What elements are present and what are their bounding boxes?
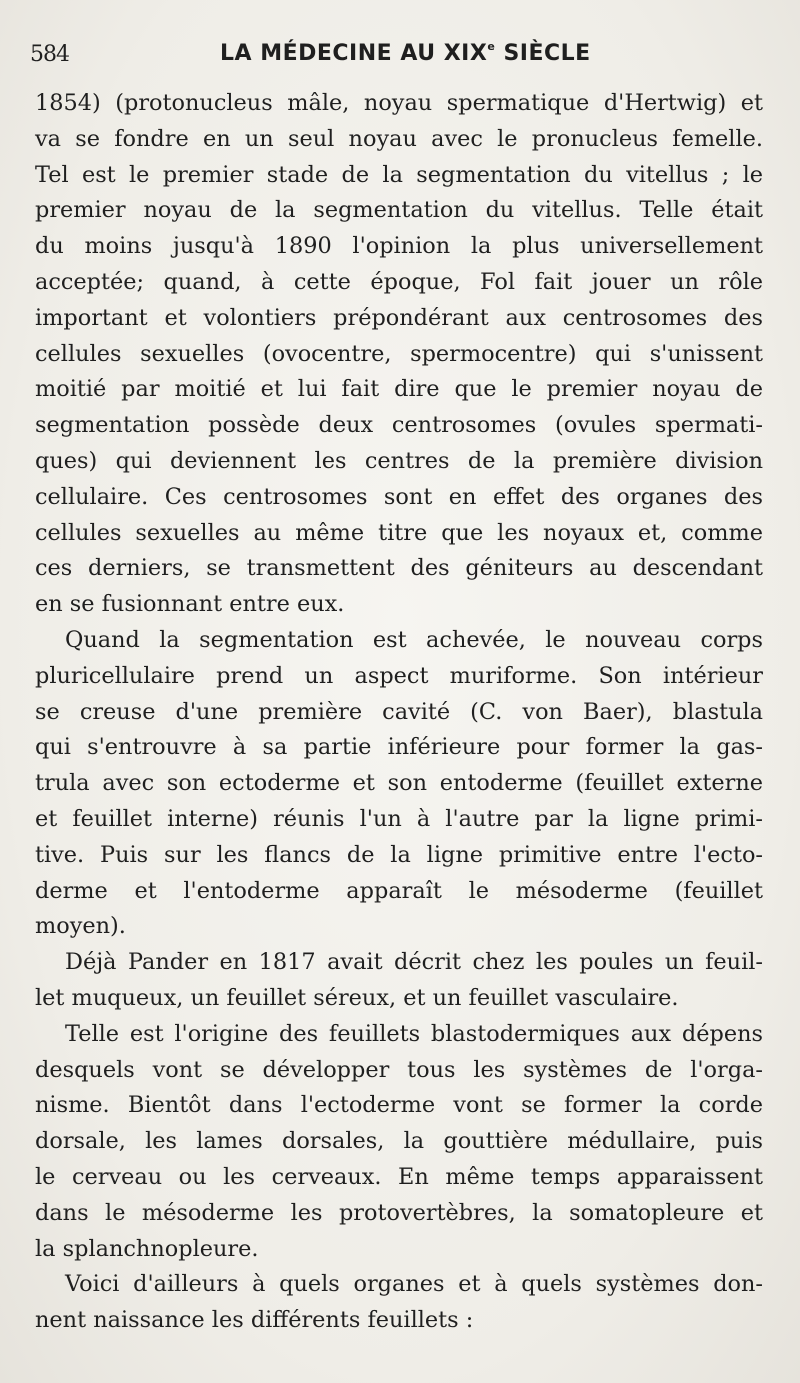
text-line: ces derniers, se transmettent des géniteurs au descendant xyxy=(35,555,763,582)
text-line: va se fondre en un seul noyau avec le pronucleus femelle. xyxy=(35,125,763,152)
text-line: nisme. Bientôt dans l'ectoderme vont se former la corde xyxy=(35,1092,763,1119)
body-text xyxy=(35,86,763,1339)
text-line: en se fusionnant entre eux. xyxy=(35,591,345,618)
text-line: let muqueux, un feuillet séreux, et un feuillet vasculaire. xyxy=(35,984,679,1011)
text-line: la splanchnopleure. xyxy=(35,1235,259,1262)
text-line: derme et l'entoderme apparaît le mésoderme (feuillet xyxy=(35,877,763,904)
text-line: segmentation possède deux centrosomes (ovules spermati- xyxy=(35,412,763,439)
text-line: le cerveau ou les cerveaux. En même temps apparaissent xyxy=(35,1163,763,1190)
text-line: Voici d'ailleurs à quels organes et à quels systèmes don- xyxy=(65,1271,763,1298)
page-header xyxy=(30,36,770,70)
running-head-superscript: e xyxy=(487,40,496,53)
text-line: Déjà Pander en 1817 avait décrit chez les poules un feuil- xyxy=(65,949,763,976)
text-line: se creuse d'une première cavité (C. von Baer), blastula xyxy=(35,698,763,725)
text-line: dorsale, les lames dorsales, la gouttière médullaire, puis xyxy=(35,1128,763,1155)
text-line: Telle est l'origine des feuillets blastodermiques aux dépens xyxy=(65,1020,763,1047)
text-line: Quand la segmentation est achevée, le nouveau corps xyxy=(65,626,763,653)
text-line: tive. Puis sur les flancs de la ligne primitive entre l'ecto- xyxy=(35,841,763,868)
text-line: moitié par moitié et lui fait dire que le premier noyau de xyxy=(35,376,763,403)
text-line: trula avec son ectoderme et son entoderme (feuillet externe xyxy=(35,770,763,797)
text-line: moyen). xyxy=(35,913,126,940)
text-line: Tel est le premier stade de la segmentation du vitellus ; le xyxy=(35,161,763,188)
text-line: nent naissance les différents feuillets : xyxy=(35,1307,474,1334)
running-head-title: LA MÉDECINE AU XIX xyxy=(220,41,488,66)
text-line: et feuillet interne) réunis l'un à l'autre par la ligne primi- xyxy=(35,805,763,832)
running-head-tail: SIÈCLE xyxy=(495,41,591,66)
running-head xyxy=(220,40,591,66)
text-line: premier noyau de la segmentation du vitellus. Telle était xyxy=(35,197,763,224)
text-line: dans le mésoderme les protovertèbres, la somatopleure et xyxy=(35,1199,763,1226)
text-line: desquels vont se développer tous les systèmes de l'orga- xyxy=(35,1056,763,1083)
text-line: qui s'entrouvre à sa partie inférieure pour former la gas- xyxy=(35,734,763,761)
text-line: du moins jusqu'à 1890 l'opinion la plus universellement xyxy=(35,233,763,260)
text-line: cellulaire. Ces centrosomes sont en effet des organes des xyxy=(35,483,763,510)
text-line: acceptée; quand, à cette époque, Fol fait jouer un rôle xyxy=(35,268,763,295)
text-line: ques) qui deviennent les centres de la première division xyxy=(35,447,763,474)
text-line: pluricellulaire prend un aspect muriforme. Son intérieur xyxy=(35,662,763,689)
text-line: cellules sexuelles au même titre que les noyaux et, comme xyxy=(35,519,763,546)
text-line: cellules sexuelles (ovocentre, spermocentre) qui s'unissent xyxy=(35,340,763,367)
page-number: 584 xyxy=(30,42,69,67)
text-line: important et volontiers prépondérant aux centrosomes des xyxy=(35,304,763,331)
text-line: 1854) (protonucleus mâle, noyau spermatique d'Hertwig) et xyxy=(35,90,763,116)
